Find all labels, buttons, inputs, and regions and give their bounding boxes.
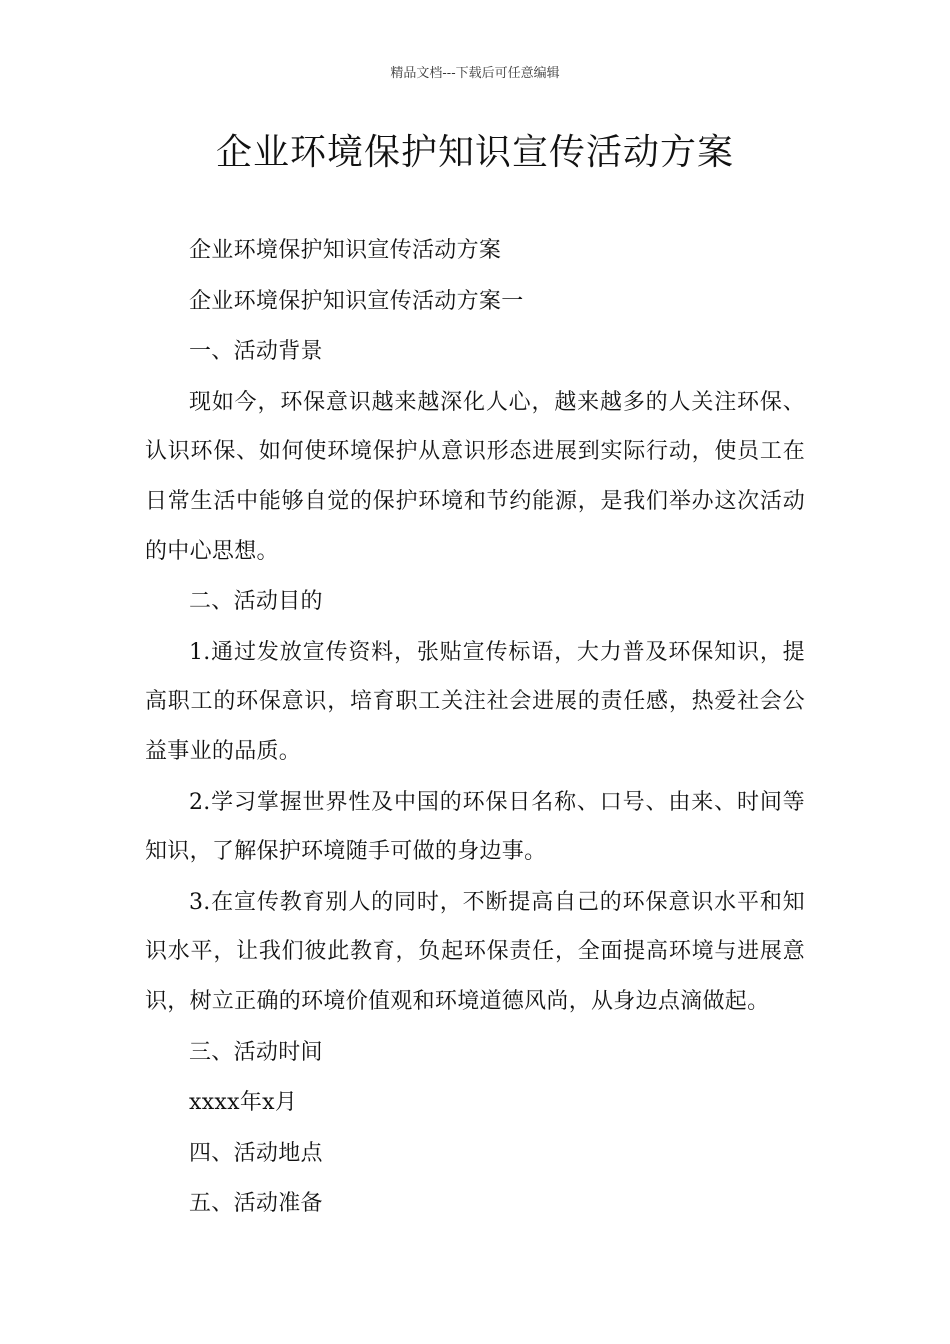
section-heading-location: 四、活动地点 (189, 1140, 323, 1166)
section-heading-purpose: 二、活动目的 (189, 589, 323, 615)
document-body (145, 226, 805, 1230)
document-title: 企业环境保护知识宣传活动方案 (215, 132, 734, 173)
page-header-note: 精品文档---下载后可任意编辑 (390, 66, 560, 81)
section-heading-background: 一、活动背景 (189, 339, 323, 365)
paragraph-plan-one: 企业环境保护知识宣传活动方案一 (189, 288, 524, 314)
paragraph-purpose-1: 1.通过发放宣传资料，张贴宣传标语，大力普及环保知识，提高职工的环保意识，培育职工关注社会进展的责任感，热爱社会公益事业的品质。 (145, 639, 805, 764)
section-heading-time: 三、活动时间 (189, 1039, 323, 1065)
section-heading-preparation: 五、活动准备 (189, 1191, 323, 1217)
paragraph-time: xxxx年x月 (189, 1090, 298, 1116)
paragraph-background: 现如今，环保意识越来越深化人心，越来越多的人关注环保、认识环保、如何使环境保护从意识形态进展到实际行动，使员工在日常生活中能够自觉的保护环境和节约能源，是我们举办这次活动的中心思想。 (145, 389, 805, 564)
paragraph-purpose-2: 2.学习掌握世界性及中国的环保日名称、口号、由来、时间等知识，了解保护环境随手可做的身边事。 (145, 789, 805, 865)
paragraph-subtitle: 企业环境保护知识宣传活动方案 (189, 238, 502, 263)
paragraph-purpose-3: 3.在宣传教育别人的同时，不断提高自己的环保意识水平和知识水平，让我们彼此教育，负起环保责任，全面提高环境与进展意识，树立正确的环境价值观和环境道德风尚，从身边点滴做起。 (145, 889, 805, 1014)
